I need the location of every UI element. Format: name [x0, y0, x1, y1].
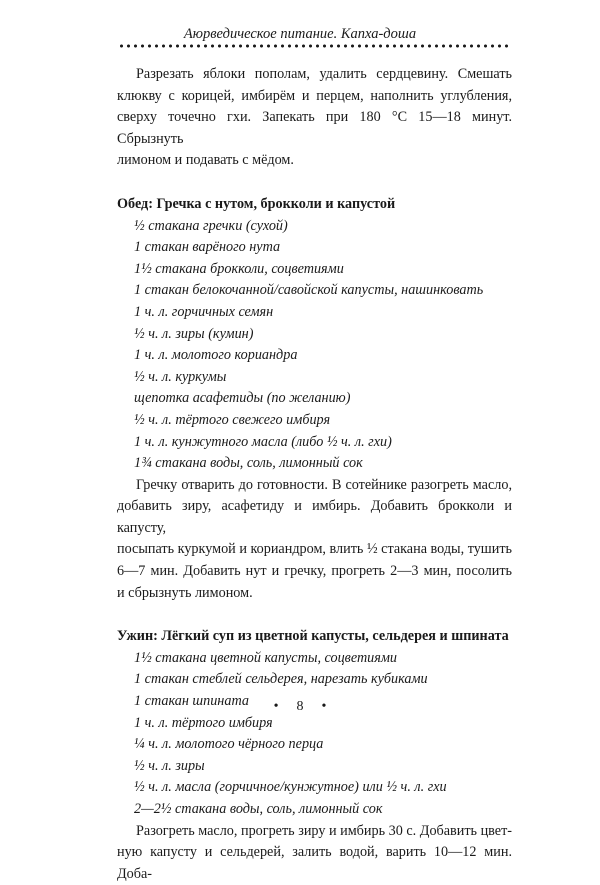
section-gap	[117, 604, 512, 626]
method-line: Разогреть масло, прогреть зиру и имбирь 30 с. Добавить цвет-	[136, 822, 512, 839]
method-line: посыпать куркумой и кориандром, влить ½ стакана воды, тушить	[117, 541, 512, 558]
ingredient-line: ½ ч. л. зиры (кумин)	[134, 325, 254, 342]
lunch-heading: Обед: Гречка с нутом, брокколи и капустой	[117, 195, 396, 212]
ingredient-line: 2—2½ стакана воды, соль, лимонный сок	[134, 801, 383, 817]
ingredient-line: ½ ч. л. масла (горчичное/кунжутное) или ½ ч. л. гхи	[134, 779, 447, 796]
method-line: 6—7 мин. Добавить нут и гречку, прогреть 2—3 мин, посолить	[117, 563, 512, 580]
dinner-heading: Ужин: Лёгкий суп из цветной капусты, сельдерея и шпината	[117, 628, 509, 645]
ingredient-line: ½ ч. л. куркумы	[134, 368, 227, 385]
ingredient-line: щепотка асафетиды (по желанию)	[134, 390, 351, 407]
ingredient-line: ½ ч. л. тёртого свежего имбиря	[134, 411, 331, 428]
intro-line: сверху точечно гхи. Запекать при 180 °С 15—18 минут. Сбрызнуть	[117, 109, 512, 147]
ingredient-line: 1 ч. л. кунжутного масла (либо ½ ч. л. гхи)	[134, 433, 392, 450]
header-dotted-rule	[118, 44, 510, 48]
section-gap	[117, 172, 512, 194]
ingredient-line: 1 ч. л. тёртого имбиря	[134, 714, 273, 731]
method-line: и сбрызнуть лимоном.	[117, 584, 253, 601]
ingredient-line: 1½ стакана брокколи, соцветиями	[134, 260, 344, 277]
intro-line: лимоном и подавать с мёдом.	[117, 152, 294, 169]
bullet-left: •	[273, 699, 279, 714]
page-body	[117, 64, 512, 885]
intro-line: Разрезать яблоки пополам, удалить сердцевину. Смешать	[136, 66, 512, 82]
ingredient-line: 1 стакан шпината	[134, 693, 249, 710]
bullet-right: •	[321, 699, 327, 714]
ingredient-line: 1 стакан варёного нута	[134, 239, 281, 256]
ingredient-line: ½ ч. л. зиры	[134, 757, 205, 774]
page-number: 8	[296, 699, 304, 714]
ingredient-line: ½ стакана гречки (сухой)	[134, 217, 288, 234]
page-footer	[0, 699, 600, 715]
method-line: Гречку отварить до готовности. В сотейнике разогреть масло,	[136, 476, 512, 493]
ingredient-line: 1 ч. л. молотого кориандра	[134, 347, 298, 364]
running-header: Аюрведическое питание. Капха-доша	[183, 26, 417, 42]
ingredient-line: ¼ ч. л. молотого чёрного перца	[134, 736, 324, 753]
method-line: ную капусту и сельдерей, залить водой, варить 10—12 мин. Доба-	[117, 844, 512, 882]
ingredient-line: 1 стакан стеблей сельдерея, нарезать кубиками	[134, 671, 428, 688]
method-line: добавить зиру, асафетиду и имбирь. Добавить брокколи и капусту,	[117, 498, 512, 536]
ingredient-line: 1¾ стакана воды, соль, лимонный сок	[134, 455, 363, 472]
intro-line: клюкву с корицей, имбирём и перцем, наполнить углубления,	[117, 87, 512, 104]
ingredient-line: 1 ч. л. горчичных семян	[134, 303, 274, 320]
ingredient-line: 1½ стакана цветной капусты, соцветиями	[134, 649, 398, 666]
ingredient-line: 1 стакан белокочанной/савойской капусты, нашинковать	[134, 282, 484, 299]
